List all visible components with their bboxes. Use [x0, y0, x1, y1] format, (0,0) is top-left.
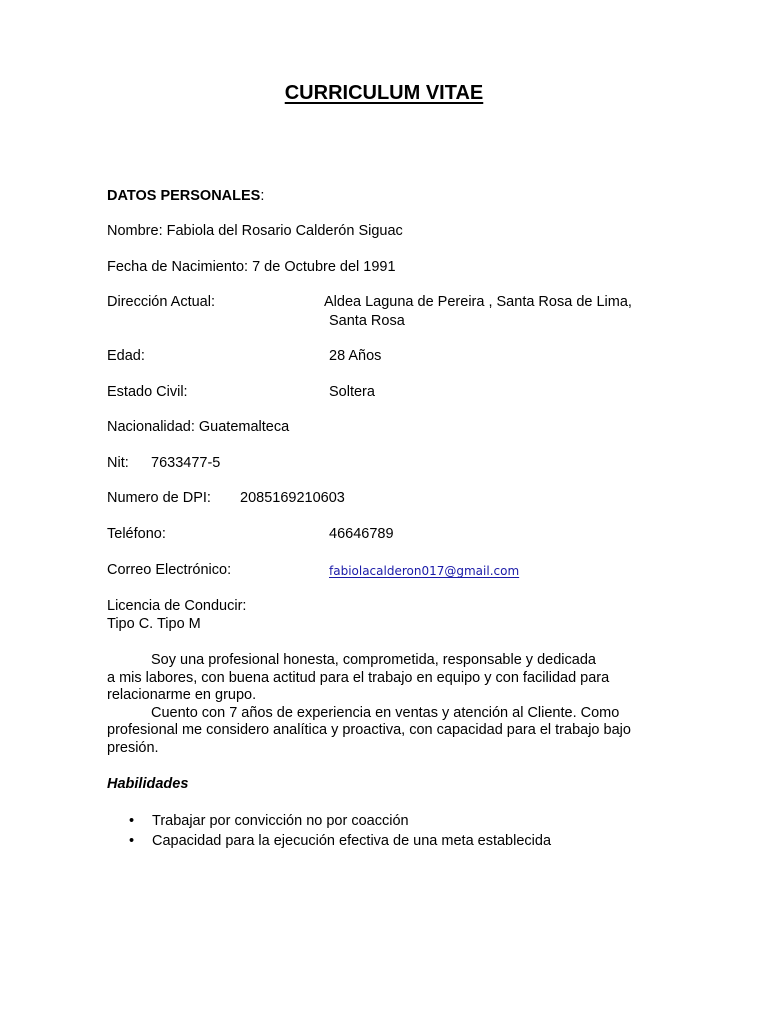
nombre-line: Nombre: Fabiola del Rosario Calderón Siguac [107, 223, 403, 239]
habilidades-list [129, 812, 551, 851]
direccion-value-line1: Aldea Laguna de Pereira , Santa Rosa de Lima, [324, 294, 632, 310]
licencia-label: Licencia de Conducir: [107, 598, 247, 614]
telefono-value: 46646789 [329, 526, 394, 542]
nacionalidad-line: Nacionalidad: Guatemalteca [107, 419, 290, 435]
habilidad-text: Capacidad para la ejecución efectiva de una meta establecida [152, 832, 552, 849]
section-heading-personal: DATOS PERSONALES: [107, 188, 265, 204]
dpi-value: 2085169210603 [240, 490, 345, 506]
profile-p1-line3: relacionarme en grupo. [107, 687, 257, 703]
dpi-label: Numero de DPI: [107, 490, 211, 506]
nit-label: Nit: [107, 455, 129, 471]
profile-p2-line3: presión. [107, 739, 159, 756]
correo-label: Correo Electrónico: [107, 562, 232, 578]
licencia-value: Tipo C. Tipo M [107, 616, 201, 632]
estado-civil-label: Estado Civil: [107, 384, 188, 400]
profile-paragraph [107, 652, 667, 757]
telefono-label: Teléfono: [107, 526, 166, 542]
estado-civil-value: Soltera [329, 384, 375, 400]
email-link[interactable]: fabiolacalderon017@gmail.com [329, 564, 520, 578]
edad-label: Edad: [107, 348, 145, 364]
bullet-icon: • [129, 813, 135, 829]
edad-value: 28 Años [329, 348, 382, 364]
list-item [129, 832, 551, 852]
habilidades-heading: Habilidades [107, 776, 189, 792]
list-item [129, 812, 551, 832]
direccion-value-line2: Santa Rosa [329, 313, 405, 329]
profile-p1-line2: a mis labores, con buena actitud para el trabajo en equipo y con facilidad para [107, 669, 610, 686]
habilidad-text: Trabajar por convicción no por coacción [152, 813, 409, 829]
bullet-icon: • [129, 832, 135, 849]
profile-p1-line1: Soy una profesional honesta, comprometida, responsable y dedicada [151, 652, 596, 668]
direccion-label: Dirección Actual: [107, 294, 215, 310]
nit-value: 7633477-5 [151, 455, 221, 471]
profile-p2-line1: Cuento con 7 años de experiencia en ventas y atención al Cliente. Como [151, 704, 620, 721]
document-title: CURRICULUM VITAE [284, 82, 484, 104]
fecha-nacimiento-line: Fecha de Nacimiento: 7 de Octubre del 1991 [107, 259, 396, 275]
profile-p2-line2: profesional me considero analítica y proactiva, con capacidad para el trabajo bajo [107, 722, 631, 738]
